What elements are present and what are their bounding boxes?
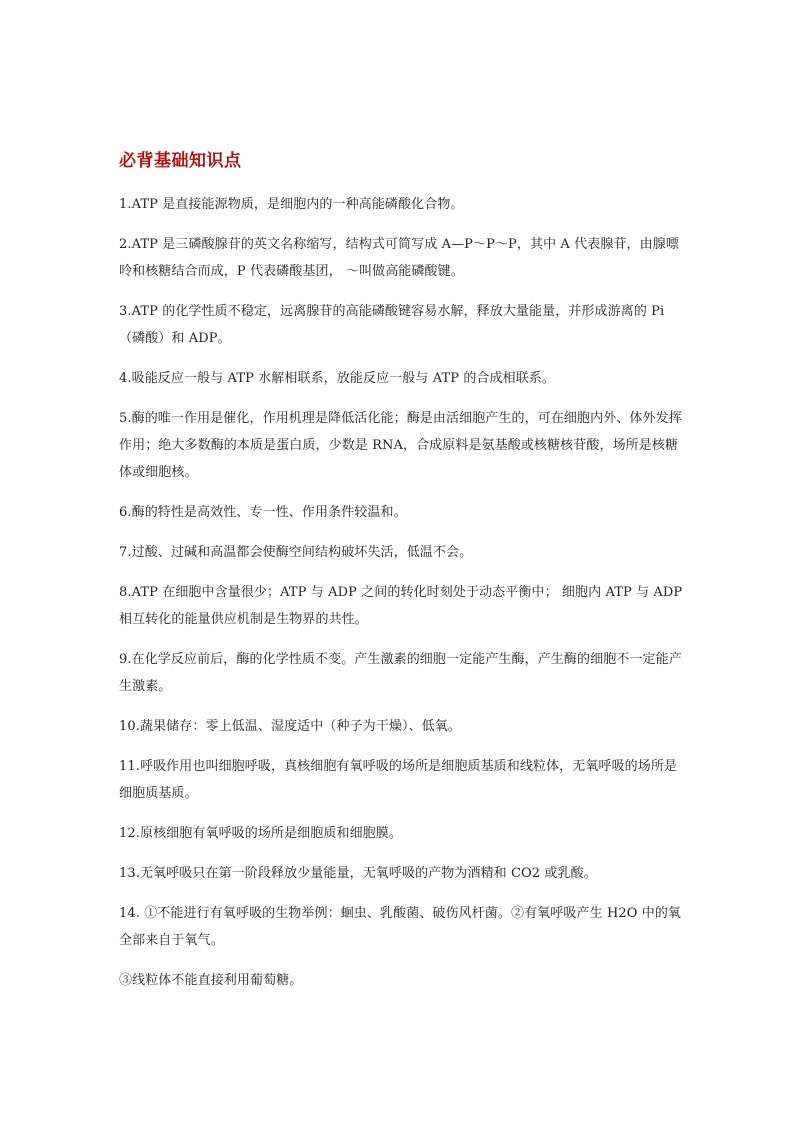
knowledge-point-6: 6.酶的特性是高效性、专一性、作用条件较温和。	[119, 505, 407, 520]
knowledge-point-3: 3.ATP 的化学性质不稳定，远离腺苷的高能磷酸键容易水解，释放大量能量，并形成游离的 Pi（磷酸）和 ADP。	[119, 304, 665, 346]
section-title: 必背基础知识点	[119, 151, 242, 171]
knowledge-point-2: 2.ATP 是三磷酸腺苷的英文名称缩写，结构式可简写成 A—P～P～P，其中 A 代表腺苷，由腺嘌呤和核糖结合而成，P 代表磷酸基团， ～叫做高能磷酸键。	[119, 237, 679, 279]
knowledge-point-7: 7.过酸、过碱和高温都会使酶空间结构破坏失活，低温不会。	[119, 545, 473, 560]
knowledge-point-1: 1.ATP 是直接能源物质，是细胞内的一种高能磷酸化合物。	[119, 197, 464, 212]
knowledge-point-12: 12.原核细胞有氧呼吸的场所是细胞质和细胞膜。	[119, 826, 402, 841]
knowledge-point-10: 10.蔬果储存：零上低温、湿度适中（种子为干燥）、低氧。	[119, 719, 461, 734]
document-body	[119, 147, 685, 1007]
knowledge-point-14: 14. ①不能进行有氧呼吸的生物举例：蛔虫、乳酸菌、破伤风杆菌。②有氧呼吸产生 H2O 中的氧全部来自于氧气。	[119, 906, 682, 948]
knowledge-point-5: 5.酶的唯一作用是催化，作用机理是降低活化能；酶是由活细胞产生的，可在细胞内外、体外发挥作用；绝大多数酶的本质是蛋白质，少数是 RNA，合成原料是氨基酸或核糖核苷酸，场所是核糖体或细胞核。	[119, 411, 682, 480]
knowledge-point-11: 11.呼吸作用也叫细胞呼吸，真核细胞有氧呼吸的场所是细胞质基质和线粒体，无氧呼吸的场所是细胞质基质。	[119, 759, 678, 801]
knowledge-point-13: 13.无氧呼吸只在第一阶段释放少量能量，无氧呼吸的产物为酒精和 CO2 或乳酸。	[119, 866, 597, 881]
knowledge-point-8: 8.ATP 在细胞中含量很少；ATP 与 ADP 之间的转化时刻处于动态平衡中； 细胞内 ATP 与 ADP 相互转化的能量供应机制是生物界的共性。	[119, 585, 683, 627]
knowledge-point-4: 4.吸能反应一般与 ATP 水解相联系，放能反应一般与 ATP 的合成相联系。	[119, 371, 556, 386]
knowledge-point-9: 9.在化学反应前后，酶的化学性质不变。产生激素的细胞一定能产生酶，产生酶的细胞不一定能产生激素。	[119, 652, 682, 694]
knowledge-point-14-note: ③线粒体不能直接利用葡萄糖。	[119, 973, 303, 988]
